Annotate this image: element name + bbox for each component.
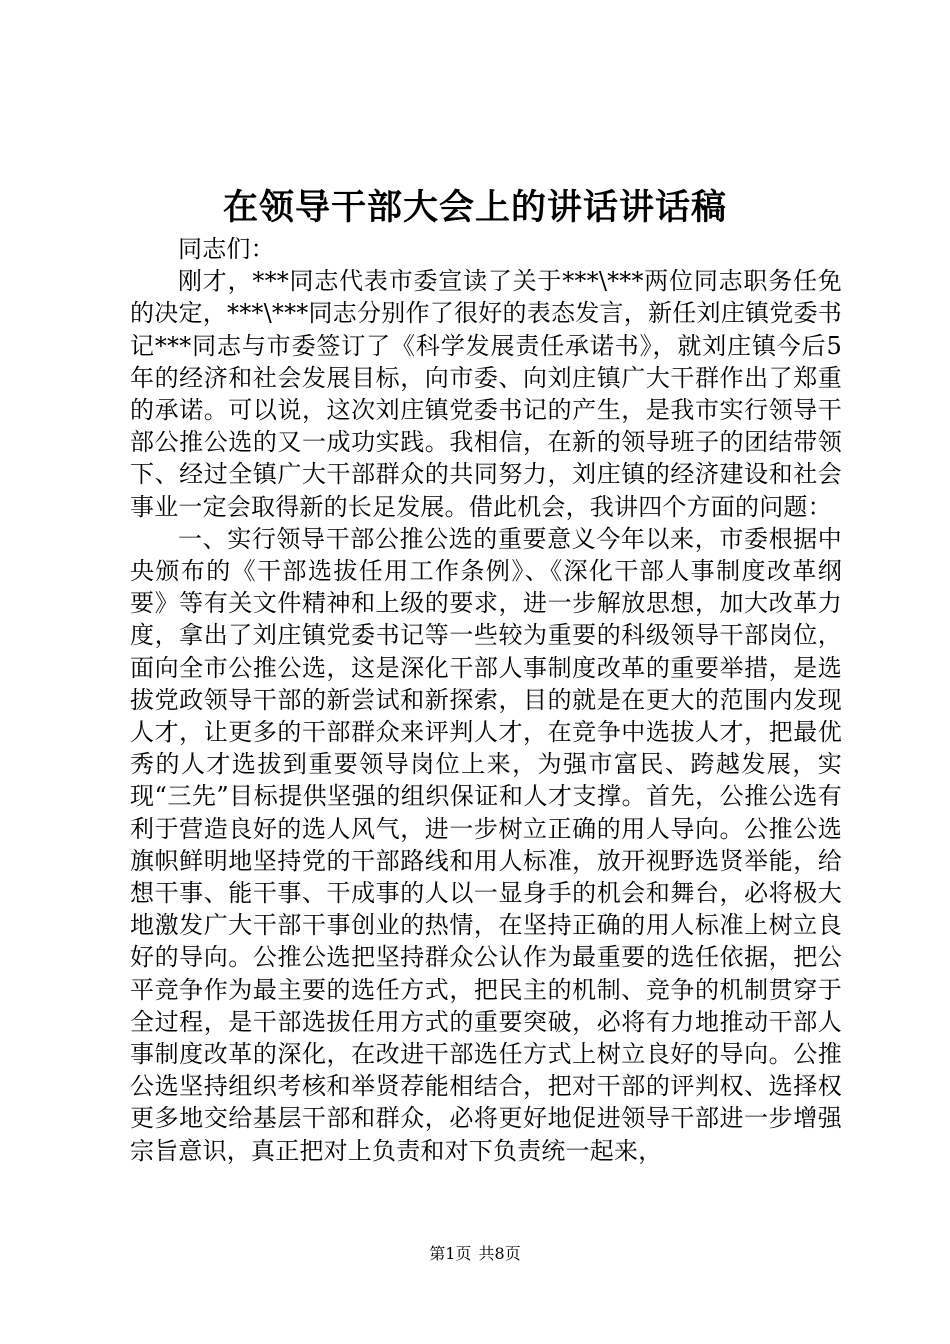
body-paragraph-1: 刚才，***同志代表市委宣读了关于***\***两位同志职务任免的决定，***\***同志分别作了很好的表态发言，新任刘庄镇党委书记***同志与市委签订了《科学发展责任承诺书》，就刘庄镇今后5年的经济和社会发展目标，向市委、向刘庄镇广大干群作出了郑重的承诺。可以说，这次刘庄镇党委书记的产生，是我市实行领导干部公推公选的又一成功实践。我相信，在新的领导班子的团结带领下、经过全镇广大干部群众的共同努力，刘庄镇的经济建设和社会事业一定会取得新的长足发展。借此机会，我讲四个方面的问题：	[130, 267, 842, 521]
greeting: 同志们：	[178, 235, 275, 263]
document-title: 在领导干部大会上的讲话讲话稿	[222, 187, 727, 228]
body-paragraph-2: 一、实行领导干部公推公选的重要意义今年以来，市委根据中央颁布的《干部选拔任用工作条例》、《深化干部人事制度改革纲要》等有关文件精神和上级的要求，进一步解放思想，加大改革力度，拿出了刘庄镇党委书记等一些较为重要的科级领导干部岗位，面向全市公推公选，这是深化干部人事制度改革的重要举措，是选拔党政领导干部的新尝试和新探索，目的就是在更大的范围内发现人才，让更多的干部群众来评判人才，在竞争中选拔人才，把最优秀的人才选拔到重要领导岗位上来，为强市富民、跨越发展，实现“三先”目标提供坚强的组织保证和人才支撑。首先，公推公选有利于营造良好的选人风气，进一步树立正确的用人导向。公推公选旗帜鲜明地坚持党的干部路线和用人标准，放开视野选贤举能，给想干事、能干事、干成事的人以一显身手的机会和舞台，必将极大地激发广大干部干事创业的热情，在坚持正确的用人标准上树立良好的导向。公推公选把坚持群众公认作为最重要的选任依据，把公平竞争作为最主要的选任方式，把民主的机制、竞争的机制贯穿于全过程，是干部选拔任用方式的重要突破，必将有力地推动干部人事制度改革的深化，在改进干部选任方式上树立良好的导向。公推公选坚持组织考核和举贤荐能相结合，把对干部的评判权、选择权更多地交给基层干部和群众，必将更好地促进领导干部进一步增强宗旨意识，真正把对上负责和对下负责统一起来，	[130, 524, 842, 1165]
document-body	[130, 233, 842, 1167]
page-number-footer: 第1页 共8页	[429, 1244, 521, 1263]
